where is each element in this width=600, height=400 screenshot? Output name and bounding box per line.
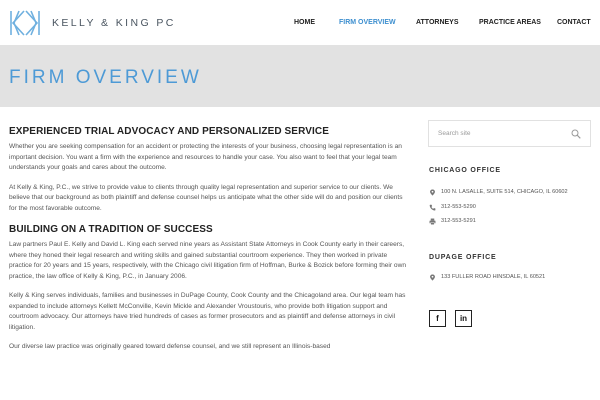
- map-pin-icon: [429, 189, 436, 196]
- chicago-office-title: CHICAGO OFFICE: [429, 167, 501, 174]
- nav-practice-areas[interactable]: PRACTICE AREAS: [479, 19, 541, 26]
- linkedin-icon[interactable]: in: [455, 310, 472, 327]
- nav-contact[interactable]: CONTACT: [557, 19, 591, 26]
- phone-icon: [429, 204, 436, 211]
- dupage-office-title: DUPAGE OFFICE: [429, 254, 497, 261]
- main-content: [9, 125, 411, 353]
- dupage-address: [429, 272, 545, 282]
- map-pin-icon: [429, 274, 436, 281]
- chicago-address: [429, 187, 568, 197]
- phone-text: 312-553-5290: [441, 204, 476, 210]
- address-text: 133 FULLER ROAD HINSDALE, IL 60521: [441, 274, 546, 280]
- nav-home[interactable]: HOME: [294, 19, 315, 26]
- nav-attorneys[interactable]: ATTORNEYS: [416, 19, 459, 26]
- nav-firm-overview[interactable]: FIRM OVERVIEW: [339, 19, 396, 26]
- paragraph: Law partners Paul E. Kelly and David L. King each served nine years as Assistant State Attorneys in Cook County early in their careers, where they honed their legal research and writing skills and gained substantial courtroom experience. They then worked in private practice for 20 years and 15 years, respectively, with the Chicago civil litigation firm of Hoffman, Burke & Bozick before forming their own practice, the law office of Kelly & King, P.C., in January 2006.: [9, 241, 407, 280]
- page-title: FIRM OVERVIEW: [9, 67, 202, 88]
- search-icon[interactable]: [571, 129, 581, 139]
- paragraph: Whether you are seeking compensation for an accident or protecting the interests of your business, choosing legal representation is an important decision. You want a firm with the experience and resources to handle your case. You also want to feel that your legal team understands your goals and cares about the outcome.: [9, 143, 402, 171]
- search-input[interactable]: [438, 130, 558, 137]
- section-heading: BUILDING ON A TRADITION OF SUCCESS: [9, 224, 213, 235]
- facebook-icon[interactable]: f: [429, 310, 446, 327]
- paragraph: Kelly & King serves individuals, families and businesses in DuPage County, Cook County and the Chicagoland area. Our legal team has expanded to include attorneys Kellett McConville, Kevin Mickle and Alexander Vroustouris, who provide both litigation support and courtroom advocacy. Our attorneys have tried hundreds of cases as former prosecutors and as plaintiff and defense attorneys in civil litigation.: [9, 292, 406, 331]
- paragraph: At Kelly & King, P.C., we strive to provide value to clients through quality legal representation and superior service to our clients. We believe that our background as both plaintiff and defense counsel helps us anticipate what the other side will do and position our clients for the most favorable outcome.: [9, 183, 403, 212]
- chicago-fax: [429, 216, 476, 226]
- paragraph: Our diverse law practice was originally geared toward defense counsel, and we still represent an Illinois-based: [9, 343, 331, 350]
- address-text: 100 N. LASALLE, SUITE 514, CHICAGO, IL 60602: [441, 189, 568, 195]
- search-box: [428, 120, 591, 147]
- page-banner: [0, 45, 600, 107]
- chicago-phone[interactable]: [429, 202, 476, 212]
- fax-text: 312-553-5291: [441, 218, 476, 224]
- fax-icon: [429, 218, 436, 225]
- logo-text: KELLY & KING PC: [52, 17, 176, 29]
- main-nav: [0, 17, 600, 29]
- section-heading: EXPERIENCED TRIAL ADVOCACY AND PERSONALIZED SERVICE: [9, 126, 329, 137]
- site-header: [0, 0, 600, 45]
